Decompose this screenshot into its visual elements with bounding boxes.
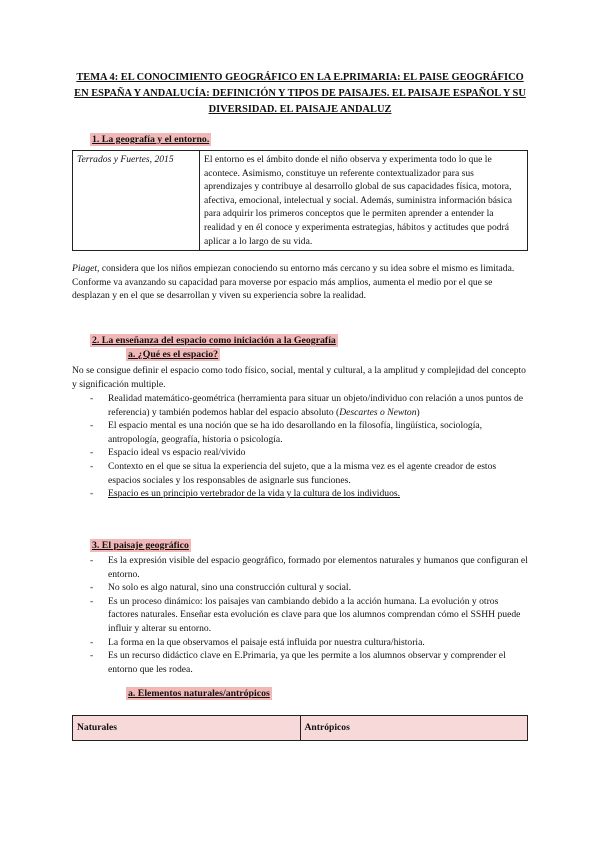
landscape-list — [72, 554, 528, 676]
space-item-mental: - El espacio mental es una noción que se ha ido desarollando en la filosofía, lingüística, sociología, antropología, geografía, historia o psicología. — [72, 419, 528, 446]
citation-text: El entorno es el ámbito donde el niño observa y experimenta todo lo que le acontece. Asimismo, constituye un referente contextualizador para sus aprendizajes y contribuye al desarrollo global de sus capacidades física, motora, afectiva, emocional, intelectual y social. Además, suministra información básica para adquirir los primeros conceptos que le permiten aprender a entender la realidad y en él conoce y experimenta estrategias, hábitos y actitudes que podrá aplicar a lo largo de su vida. — [200, 151, 528, 251]
section-3-heading — [90, 539, 191, 552]
piaget-text: , considera que los niños empiezan conociendo su entorno más cercano y su idea sobre el mismo es limitada. Conforme va avanzando su capacidad para moverse por espacio más amplios, aumenta el medio por el que se desplazan y en el que se desarrollan y viven su experiencia sobre la realidad. — [72, 263, 515, 302]
landscape-item: - No solo es algo natural, sino una construcción cultural y social. — [72, 581, 528, 595]
space-item-ideal: - Espacio ideal vs espacio real/vivido — [72, 446, 528, 460]
section-3-subheading — [126, 687, 272, 700]
citation-table — [72, 150, 528, 251]
document-title: TEMA 4: EL CONOCIMIENTO GEOGRÁFICO EN LA E.PRIMARIA: EL PAISE GEOGRÁFICO EN ESPAÑA Y ANDALUCÍA: DEFINICIÓN Y TIPOS DE PAISAJES. EL PAISAJE ESPAÑOL Y SU DIVERSIDAD. EL PAISAJE ANDALUZ — [74, 72, 526, 115]
section-3-heading-text: 3. El paisaje geográfico — [92, 540, 189, 551]
space-item-vertebrador: - Espacio es un principio vertebrador de la vida y la cultura de los individuos. — [72, 487, 528, 501]
section-1-heading — [90, 133, 211, 146]
landscape-item: - La forma en la que observamos el paisaje está influida por nuestra cultura/historia. — [72, 636, 528, 650]
elements-header-anthropic: Antrópicos — [300, 716, 528, 741]
section-2-subheading — [126, 348, 220, 361]
citation-author: Terrados y Fuertes, 2015 — [73, 151, 200, 251]
piaget-paragraph — [72, 262, 528, 303]
space-item-context: - Contexto en el que se situa la experiencia del sujeto, que a la misma vez es el agente creador de estos espacios sociales y los responsables de asignarle sus funciones. — [72, 460, 528, 487]
section-2-heading — [90, 334, 338, 347]
section-2-subheading-text: a. ¿Qué es el espacio? — [128, 349, 219, 360]
landscape-item: - Es la expresión visible del espacio geográfico, formado por elementos naturales y humanos que configuran el entorno. — [72, 554, 528, 581]
space-item-math: - Realidad matemático-geométrica (herramienta para situar un objeto/individuo con relación a unos puntos de referencia) y también podemos hablar del espacio absoluto (Descartes o Newton) — [72, 392, 528, 419]
section-3-subheading-text: a. Elementos naturales/antrópicos — [128, 688, 270, 699]
elements-table — [72, 715, 528, 741]
elements-header-natural: Naturales — [73, 716, 301, 741]
landscape-item: - Es un proceso dinámico: los paisajes van cambiando debido a la acción humana. La evolución y otros factores naturales. Enseñar esta evolución es clave para que los alumnos comprendan cómo el SSHH puede influir y alterar su entorno. — [72, 595, 528, 636]
space-list — [72, 392, 528, 501]
piaget-name: Piaget — [72, 263, 98, 274]
space-intro: No se consigue definir el espacio como todo físico, social, mental y cultural, a la amplitud y complejidad del concepto y significación multiple. — [72, 365, 526, 390]
section-1-heading-text: 1. La geografía y el entorno. — [92, 134, 210, 145]
section-2-heading-text: 2. La enseñanza del espacio como iniciación a la Geografía — [92, 335, 336, 346]
landscape-item: - Es un recurso didáctico clave en E.Primaria, ya que les permite a los alumnos observar y comprender el entorno que les rodea. — [72, 649, 528, 676]
